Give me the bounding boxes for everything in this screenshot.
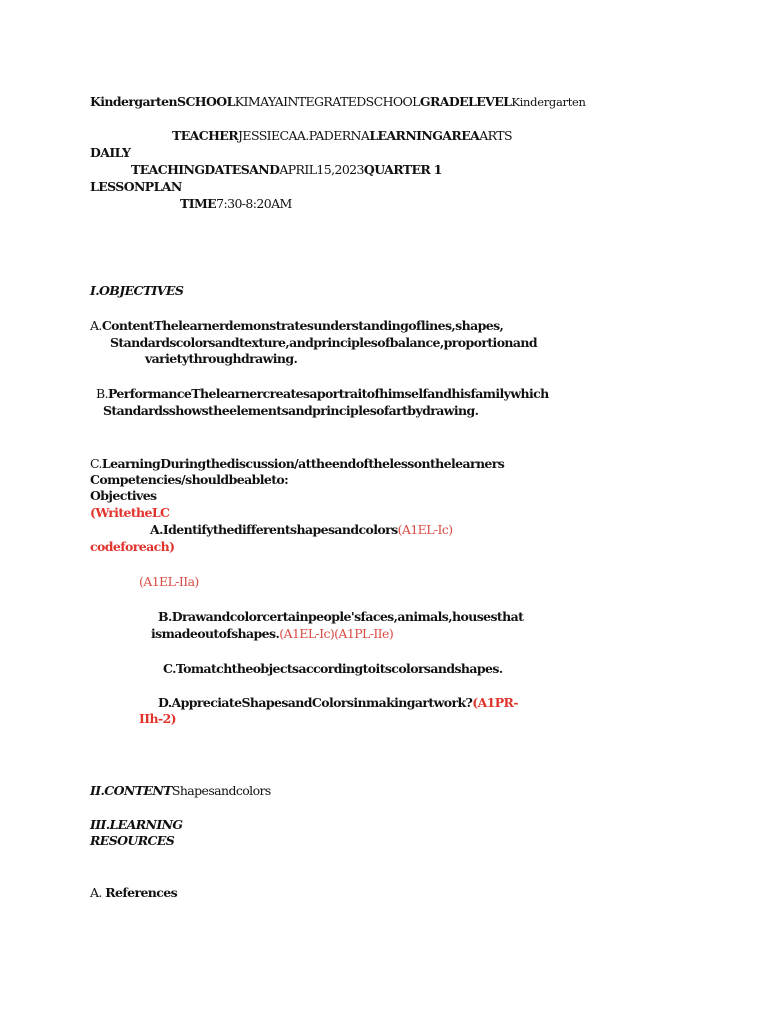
objective-a-line1 xyxy=(90,318,503,334)
time-label: TIME xyxy=(180,196,217,211)
resources-heading-1: III.LEARNING xyxy=(90,817,183,832)
objective-b-line1 xyxy=(96,386,549,402)
objective-a-line2: Standardscolorsandtexture,andprinciplesofbalance,proportionand xyxy=(110,335,538,350)
header-time-row xyxy=(180,196,292,212)
quarter-value: 1 xyxy=(433,162,442,177)
competency-b-line1: B.Drawandcolorcertainpeople'sfaces,animals,housesthat xyxy=(158,609,524,624)
competency-c: C.Tomatchtheobjectsaccordingtoitscolorsandshapes. xyxy=(163,661,503,676)
teacher-value: JESSIECAA.PADERNA xyxy=(238,128,370,143)
objective-c-prefix: C. xyxy=(90,456,102,471)
competency-d xyxy=(158,695,518,711)
references-row xyxy=(90,885,177,901)
competency-a-code-2: (A1EL-IIa) xyxy=(139,574,199,589)
lesson-plan-label: LESSONPLAN xyxy=(90,179,182,194)
objective-b-line2: Standardsshowstheelementsandprinciplesofartbydrawing. xyxy=(103,403,479,418)
school-label: SCHOOL xyxy=(177,94,235,109)
teaching-dates-value: APRIL15,2023 xyxy=(279,162,364,177)
teaching-dates-label: TEACHINGDATESAND xyxy=(131,162,280,177)
competency-a xyxy=(150,522,453,538)
objective-a-prefix: A. xyxy=(90,318,102,333)
competency-a-code-1: (A1EL-Ic) xyxy=(397,522,453,537)
lc-code-note-2: codeforeach) xyxy=(90,539,175,554)
content-row xyxy=(90,783,271,799)
objective-a-line3: varietythroughdrawing. xyxy=(145,351,298,366)
references-label: References xyxy=(105,885,178,900)
kindergarten-label: Kindergarten xyxy=(90,94,178,109)
competency-b-text-2: ismadeoutofshapes. xyxy=(151,626,280,641)
header-teacher-row xyxy=(172,128,512,144)
teacher-label: TEACHER xyxy=(172,128,239,143)
competency-b-code-2: (A1PL-IIe) xyxy=(334,626,394,641)
resources-heading-2: RESOURCES xyxy=(90,833,175,848)
content-heading: II.CONTENT xyxy=(90,783,172,798)
objective-b-text-1: PerformanceThelearnercreatesaportraitofhimselfandhisfamilywhich xyxy=(107,386,549,401)
objective-c-line2: Competencies/shouldbeableto: xyxy=(90,472,289,487)
objectives-heading: I.OBJECTIVES xyxy=(90,283,184,298)
references-prefix: A. xyxy=(90,885,102,900)
competency-d-code-2: IIh-2) xyxy=(139,711,176,726)
objective-b-prefix: B. xyxy=(96,386,108,401)
objective-c-line3: Objectives xyxy=(90,488,157,503)
grade-level-label: GRADELEVEL xyxy=(419,94,512,109)
objective-a-text-1: ContentThelearnerdemonstratesunderstandingoflines,shapes, xyxy=(101,318,504,333)
daily-label: DAILY xyxy=(90,145,131,160)
competency-b-line2 xyxy=(151,626,393,642)
objective-c-text-1: LearningDuringthediscussion/attheendofthelessonthelearners xyxy=(101,456,505,471)
time-value: 7:30-8:20AM xyxy=(216,196,292,211)
learning-area-label: LEARNINGAREA xyxy=(369,128,480,143)
grade-level-value: Kindergarten xyxy=(511,95,586,109)
lc-code-note-1: (WritetheLC xyxy=(90,505,170,520)
learning-area-value: ARTS xyxy=(479,128,512,143)
competency-a-text: A.Identifythedifferentshapesandcolors xyxy=(150,522,398,537)
header-dates-row xyxy=(131,162,442,178)
school-value: KIMAYAINTEGRATEDSCHOOL xyxy=(234,94,420,109)
quarter-label: QUARTER xyxy=(363,162,431,177)
competency-d-code-1: (A1PR- xyxy=(472,695,518,710)
objective-c-line1 xyxy=(90,456,504,472)
competency-d-text: D.AppreciateShapesandColorsinmakingartwork? xyxy=(158,695,473,710)
header-row-1 xyxy=(90,94,586,110)
content-value: Shapesandcolors xyxy=(171,783,271,798)
competency-b-code-1: (A1EL-Ic) xyxy=(279,626,335,641)
